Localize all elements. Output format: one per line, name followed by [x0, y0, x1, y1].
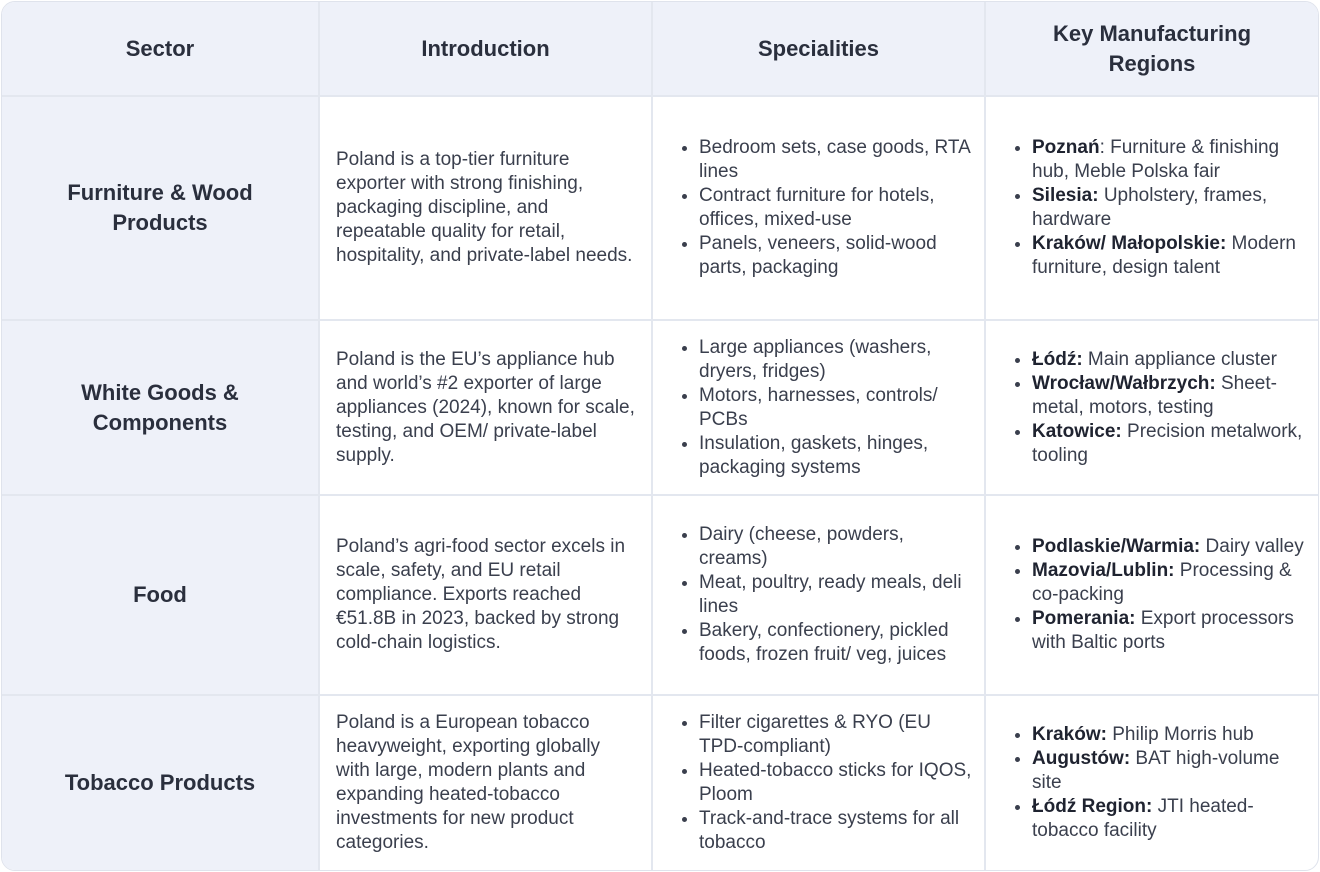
sector-table-container — [1, 1, 1319, 871]
region-description: Modern furniture, design talent — [1032, 233, 1296, 278]
regions-cell — [985, 320, 1318, 495]
regions-cell — [985, 96, 1318, 320]
speciality-item: • Large appliances (washers, dryers, fridges) — [699, 336, 972, 384]
regions-list — [986, 348, 1306, 468]
table-row — [2, 96, 1318, 320]
region-item — [1032, 723, 1306, 747]
table-header-row — [2, 2, 1318, 96]
specialities-list — [653, 136, 972, 280]
speciality-item: • Heated-tobacco sticks for IQOS, Ploom — [699, 759, 972, 807]
speciality-item: • Motors, harnesses, controls/ PCBs — [699, 384, 972, 432]
region-item — [1032, 535, 1306, 559]
specialities-list — [653, 336, 972, 480]
table-row — [2, 320, 1318, 495]
region-description: : Furniture & finishing hub, Meble Polska fair — [1032, 137, 1280, 182]
region-description: Sheet-metal, motors, testing — [1032, 372, 1277, 418]
region-item — [1032, 607, 1306, 655]
region-item — [1032, 184, 1306, 232]
region-item — [1032, 795, 1306, 843]
region-description: Main appliance cluster — [1082, 348, 1277, 370]
regions-list — [986, 535, 1306, 655]
sector-cell: Furniture & Wood Products — [2, 96, 319, 320]
table-row — [2, 495, 1318, 695]
speciality-item: • Insulation, gaskets, hinges, packaging systems — [699, 432, 972, 480]
specialities-cell — [652, 96, 985, 320]
region-name: Łódź Region: — [1032, 796, 1153, 817]
speciality-item: • Bedroom sets, case goods, RTA lines — [699, 136, 972, 184]
specialities-cell — [652, 495, 985, 695]
table-row — [2, 695, 1318, 870]
speciality-item: • Bakery, confectionery, pickled foods, frozen fruit/ veg, juices — [699, 619, 972, 667]
introduction-cell: Poland is a top-tier furniture exporter with strong finishing, packaging discipline, and repeatable quality for retail, hospitality, and private-label needs. — [319, 96, 652, 320]
region-name: Poznań — [1032, 137, 1100, 158]
introduction-cell: Poland’s agri-food sector excels in scale, safety, and EU retail compliance. Exports reached €51.8B in 2023, backed by strong cold-chain logistics. — [319, 495, 652, 695]
region-description: BAT high-volume site — [1032, 748, 1280, 793]
header-key-manufacturing-regions: Key Manufacturing Regions — [985, 2, 1318, 96]
region-description: Processing & co-packing — [1032, 560, 1292, 605]
region-name: Katowice: — [1032, 420, 1122, 442]
sector-cell: Food — [2, 495, 319, 695]
regions-cell — [985, 695, 1318, 870]
region-description: Dairy valley — [1200, 536, 1304, 557]
sector-table — [2, 2, 1318, 870]
region-name: Podlaskie/Warmia: — [1032, 536, 1201, 557]
region-description: JTI heated-tobacco facility — [1032, 796, 1254, 841]
region-name: Łódź: — [1032, 348, 1083, 370]
regions-list — [986, 723, 1306, 843]
speciality-item: • Dairy (cheese, powders, creams) — [699, 523, 972, 571]
introduction-cell: Poland is a European tobacco heavyweight, exporting globally with large, modern plants and expanding heated-tobacco investments for new product categories. — [319, 695, 652, 870]
specialities-list — [653, 523, 972, 667]
speciality-item: • Meat, poultry, ready meals, deli lines — [699, 571, 972, 619]
region-item — [1032, 348, 1306, 372]
introduction-cell: Poland is the EU’s appliance hub and world’s #2 exporter of large appliances (2024), known for scale, testing, and OEM/ private-label supply. — [319, 320, 652, 495]
region-name: Pomerania: — [1032, 608, 1136, 629]
specialities-cell — [652, 695, 985, 870]
regions-cell — [985, 495, 1318, 695]
speciality-item: • Panels, veneers, solid-wood parts, packaging — [699, 232, 972, 280]
speciality-item: • Contract furniture for hotels, offices, mixed-use — [699, 184, 972, 232]
region-item — [1032, 232, 1306, 280]
speciality-item: • Track-and-trace systems for all tobacco — [699, 807, 972, 855]
header-introduction: Introduction — [319, 2, 652, 96]
speciality-item: • Filter cigarettes & RYO (EU TPD-compliant) — [699, 711, 972, 759]
region-name: Wrocław/Wałbrzych: — [1032, 372, 1216, 394]
region-item — [1032, 747, 1306, 795]
regions-list — [986, 136, 1306, 280]
region-item — [1032, 559, 1306, 607]
region-name: Silesia: — [1032, 185, 1099, 206]
region-name: Augustów: — [1032, 748, 1131, 769]
region-description: Upholstery, frames, hardware — [1032, 185, 1268, 230]
region-item — [1032, 420, 1306, 468]
header-sector: Sector — [2, 2, 319, 96]
header-specialities: Specialities — [652, 2, 985, 96]
region-item — [1032, 136, 1306, 184]
specialities-cell — [652, 320, 985, 495]
specialities-list — [653, 711, 972, 855]
region-name: Kraków: — [1032, 724, 1107, 745]
region-description: Precision metalwork, tooling — [1032, 420, 1303, 466]
sector-cell: Tobacco Products — [2, 695, 319, 870]
region-name: Mazovia/Lublin: — [1032, 560, 1175, 581]
region-description: Philip Morris hub — [1106, 724, 1254, 745]
region-name: Kraków/ Małopolskie: — [1032, 233, 1227, 254]
region-description: Export processors with Baltic ports — [1032, 608, 1294, 653]
region-item — [1032, 372, 1306, 420]
sector-cell: White Goods & Components — [2, 320, 319, 495]
